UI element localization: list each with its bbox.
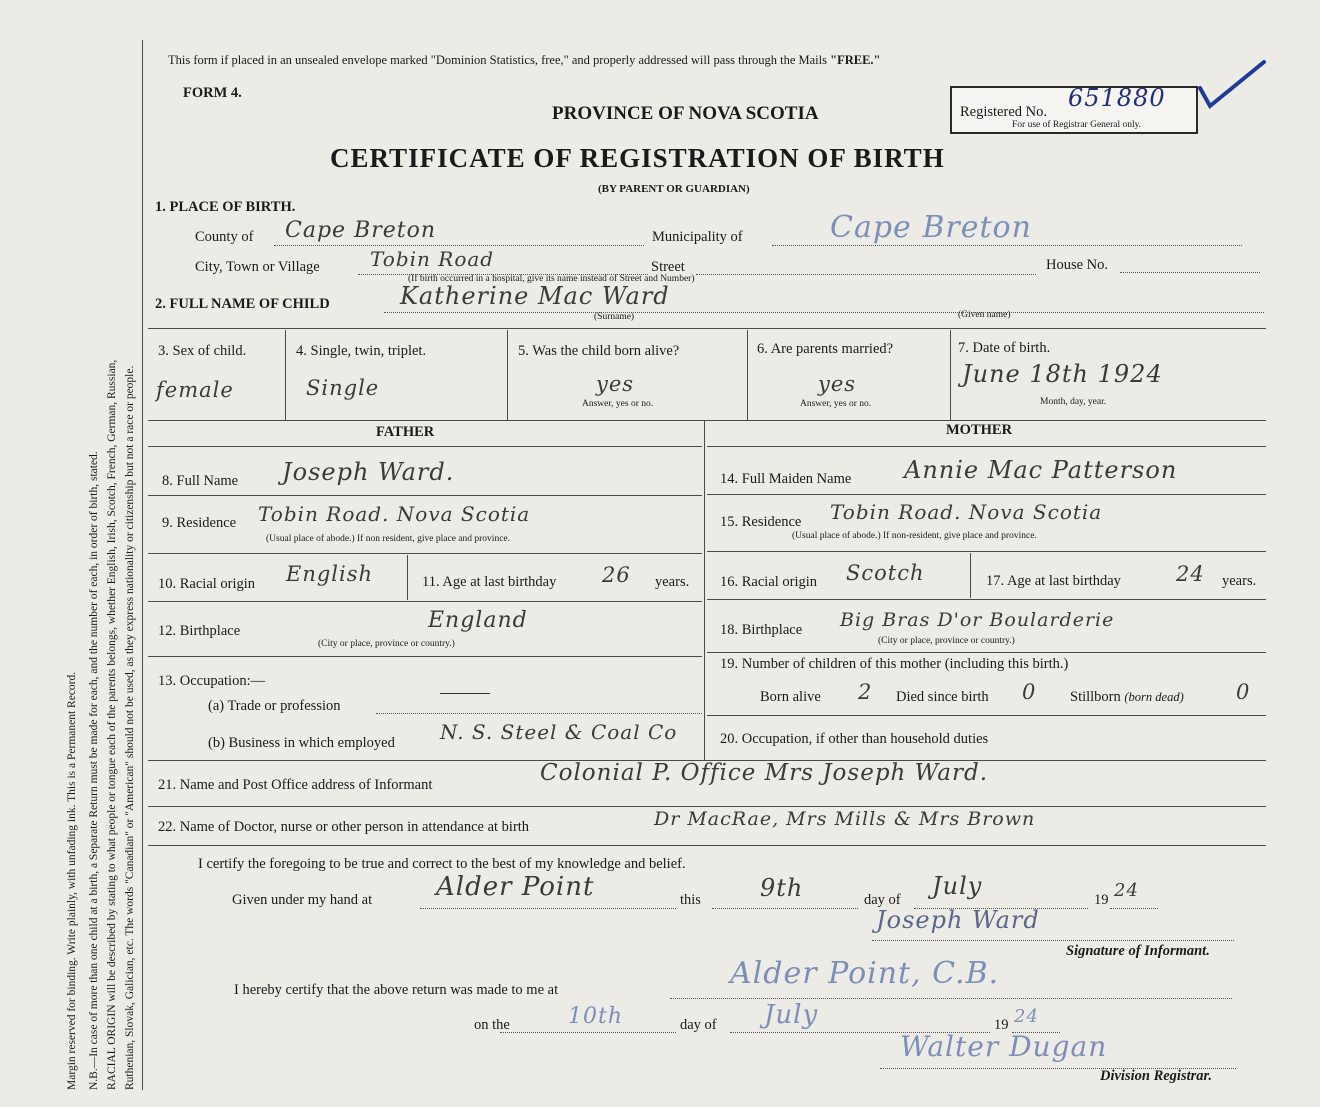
street-note: (If birth occurred in a hospital, give its name instead of Street and Number) [408, 274, 695, 284]
informant-value: Colonial P. Office Mrs Joseph Ward. [540, 760, 989, 786]
day-of-label-2: day of [680, 1017, 717, 1033]
rule-22 [148, 845, 1266, 846]
father-name-label: 8. Full Name [162, 473, 239, 489]
mother-race-label: 16. Racial origin [720, 574, 818, 590]
house-line [1120, 272, 1260, 273]
sex-label: 3. Sex of child. [158, 343, 247, 359]
rule-m19 [707, 715, 1266, 716]
month-value: July [932, 872, 983, 900]
county-value: Cape Breton [285, 218, 437, 243]
informant-signature: Joseph Ward [876, 906, 1040, 934]
single-label: 4. Single, twin, triplet. [296, 343, 427, 359]
registrar-signature: Walter Dugan [900, 1030, 1108, 1063]
margin-rule [142, 40, 143, 1090]
this-line [712, 908, 858, 909]
year-prefix: 19 [1094, 892, 1109, 908]
rule-m18 [707, 652, 1266, 653]
born-alive-label: Born alive [760, 689, 821, 705]
margin-racial-note-1: RACIAL ORIGIN will be described by stating to what people or tongue each of the parents belongs, whether English, Irish, Scotch, French, German, Russian, [106, 359, 118, 1090]
city-label: City, Town or Village [195, 259, 320, 275]
registrar-statement: I hereby certify that the above return was made to me at [234, 982, 559, 998]
father-heading: FATHER [376, 424, 435, 440]
married-value: yes [818, 372, 857, 396]
div-1 [285, 330, 286, 420]
year-line [1110, 908, 1158, 909]
stillborn-label: Stillborn (born dead) [1070, 689, 1184, 705]
informant-label: 21. Name and Post Office address of Informant [158, 777, 433, 793]
mother-res-value: Tobin Road. Nova Scotia [830, 500, 1103, 524]
rule-m14 [707, 494, 1266, 495]
given-label: Given under my hand at [232, 892, 373, 908]
day-of-label: day of [864, 892, 901, 908]
born-alive-value: 2 [858, 680, 873, 704]
father-res-value: Tobin Road. Nova Scotia [258, 502, 531, 526]
mother-heading: MOTHER [946, 422, 1013, 438]
parents-divider [704, 420, 705, 760]
county-label: County of [195, 229, 254, 245]
margin-binding-note: Margin reserved for binding. Write plainly, with unfading ink. This is a Permanent Record. [66, 671, 78, 1090]
father-business-value: N. S. Steel & Coal Co [440, 720, 678, 744]
house-label: House No. [1046, 257, 1109, 273]
sex-value: female [156, 378, 234, 402]
mother-children-label: 19. Number of children of this mother (including this birth.) [720, 656, 1069, 672]
father-age-label: 11. Age at last birthday [422, 574, 557, 590]
alive-answer-note: Answer, yes or no. [582, 399, 654, 409]
m-race-div [970, 553, 971, 598]
mother-res-label: 15. Residence [720, 514, 802, 530]
mother-race-value: Scotch [846, 561, 925, 585]
mother-bp-value: Big Bras D'or Boularderie [840, 609, 1115, 631]
died-value: 0 [1022, 680, 1037, 704]
margin-nb-note: N.B.—In case of more than one child at a birth, a Separate Return must be made for each, and the number of each, in order of birth, stated. [88, 451, 100, 1090]
dob-label: 7. Date of birth. [958, 340, 1051, 356]
father-race-value: English [286, 562, 374, 586]
f-race-div [407, 555, 408, 600]
form-number: FORM 4. [183, 85, 242, 101]
registered-label: Registered No. [960, 104, 1047, 120]
given-name-note: (Given name) [958, 310, 1011, 320]
certificate-subtitle: (BY PARENT OR GUARDIAN) [598, 183, 750, 195]
married-label: 6. Are parents married? [757, 341, 894, 357]
rule-m15 [707, 551, 1266, 552]
mother-age-label: 17. Age at last birthday [986, 573, 1121, 589]
rule-f8 [148, 495, 702, 496]
municipality-label: Municipality of [652, 229, 743, 245]
registered-note: For use of Registrar General only. [1012, 120, 1142, 130]
father-bp-label: 12. Birthplace [158, 623, 241, 639]
div-4 [950, 330, 951, 420]
rule-top [148, 328, 1266, 329]
mother-occ-label: 20. Occupation, if other than household duties [720, 731, 989, 747]
certificate-title: CERTIFICATE OF REGISTRATION OF BIRTH [330, 143, 945, 173]
municipality-value: Cape Breton [830, 210, 1032, 245]
rule-father-head [148, 446, 702, 447]
rule-21 [148, 806, 1266, 807]
rule-m16 [707, 599, 1266, 600]
informant-sig-line [872, 940, 1234, 941]
father-years: years. [655, 574, 690, 590]
street-label: Street [651, 259, 685, 275]
this-value: 9th [760, 874, 804, 902]
mother-bp-note: (City or place, province or country.) [878, 636, 1015, 646]
married-answer-note: Answer, yes or no. [800, 399, 872, 409]
place-of-birth-label: 1. PLACE OF BIRTH. [155, 199, 296, 215]
alive-label: 5. Was the child born alive? [518, 343, 680, 359]
month-value-2: July [764, 1000, 819, 1030]
mother-res-note: (Usual place of abode.) If non-resident, give place and province. [792, 531, 1037, 541]
surname-note: (Surname) [594, 312, 635, 322]
doctor-value: Dr MacRae, Mrs Mills & Mrs Brown [654, 808, 1036, 830]
rule-f9 [148, 553, 702, 554]
div-3 [747, 330, 748, 420]
mother-name-value: Annie Mac Patterson [904, 456, 1178, 484]
father-res-label: 9. Residence [162, 515, 237, 531]
street-line [696, 274, 1036, 275]
died-label: Died since birth [896, 689, 989, 705]
informant-sig-label: Signature of Informant. [1066, 943, 1210, 959]
given-place-line [420, 908, 676, 909]
father-age-value: 26 [602, 563, 631, 587]
margin-racial-note-2: Ruthenian, Slovak, Galician, etc. The words "Canadian" or "American" should not be used, as they express nationality or citizenship but not a race or people. [124, 365, 136, 1090]
on-the-value: 10th [568, 1004, 624, 1029]
doctor-label: 22. Name of Doctor, nurse or other person in attendance at birth [158, 819, 530, 835]
province-heading: PROVINCE OF NOVA SCOTIA [552, 103, 819, 124]
div-2 [507, 330, 508, 420]
father-name-value: Joseph Ward. [282, 458, 455, 486]
year-prefix-2: 19 [994, 1017, 1009, 1033]
on-the-label: on the [474, 1017, 510, 1033]
mail-note: This form if placed in an unsealed envelope marked "Dominion Statistics, free," and properly addressed will pass through the Mails "FREE." [168, 53, 881, 67]
registrar-place-value: Alder Point, C.B. [730, 956, 1000, 991]
county-line [274, 245, 644, 246]
child-name-value: Katherine Mac Ward [400, 282, 670, 310]
father-bp-note: (City or place, province or country.) [318, 639, 455, 649]
this-label: this [680, 892, 701, 908]
father-business-label: (b) Business in which employed [208, 735, 395, 751]
registered-number: 651880 [1068, 84, 1166, 112]
rule-mother-head [707, 446, 1266, 447]
trade-dash [440, 693, 490, 694]
mother-bp-label: 18. Birthplace [720, 622, 803, 638]
certify-statement: I certify the foregoing to be true and correct to the best of my knowledge and belief. [198, 856, 686, 872]
stillborn-value: 0 [1236, 680, 1251, 704]
rule-f10 [148, 601, 702, 602]
rule-f12 [148, 656, 702, 657]
father-trade-label: (a) Trade or profession [208, 698, 341, 714]
mother-age-value: 24 [1176, 562, 1205, 586]
municipality-line [772, 245, 1242, 246]
dob-value: June 18th 1924 [962, 360, 1163, 388]
mother-name-label: 14. Full Maiden Name [720, 471, 852, 487]
year-value: 24 [1114, 880, 1139, 901]
father-occ-label: 13. Occupation:— [158, 673, 266, 689]
mother-years: years. [1222, 573, 1257, 589]
single-value: Single [306, 376, 380, 400]
registered-box [950, 86, 1198, 134]
child-name-label: 2. FULL NAME OF CHILD [155, 296, 330, 312]
on-the-line [500, 1032, 676, 1033]
dob-note: Month, day, year. [1040, 397, 1107, 407]
father-res-note: (Usual place of abode.) If non resident, give place and province. [266, 534, 510, 544]
father-bp-value: England [428, 608, 528, 633]
city-value: Tobin Road [370, 247, 495, 271]
father-race-label: 10. Racial origin [158, 576, 256, 592]
checkmark-icon [1196, 58, 1268, 114]
child-name-line [384, 312, 1264, 313]
year-value-2: 24 [1014, 1006, 1039, 1027]
rule-row3 [148, 420, 1266, 421]
registrar-place-line [670, 998, 1232, 999]
registrar-sig-label: Division Registrar. [1100, 1068, 1212, 1084]
trade-line [376, 713, 702, 714]
given-place-value: Alder Point [436, 872, 595, 902]
alive-value: yes [596, 372, 635, 396]
